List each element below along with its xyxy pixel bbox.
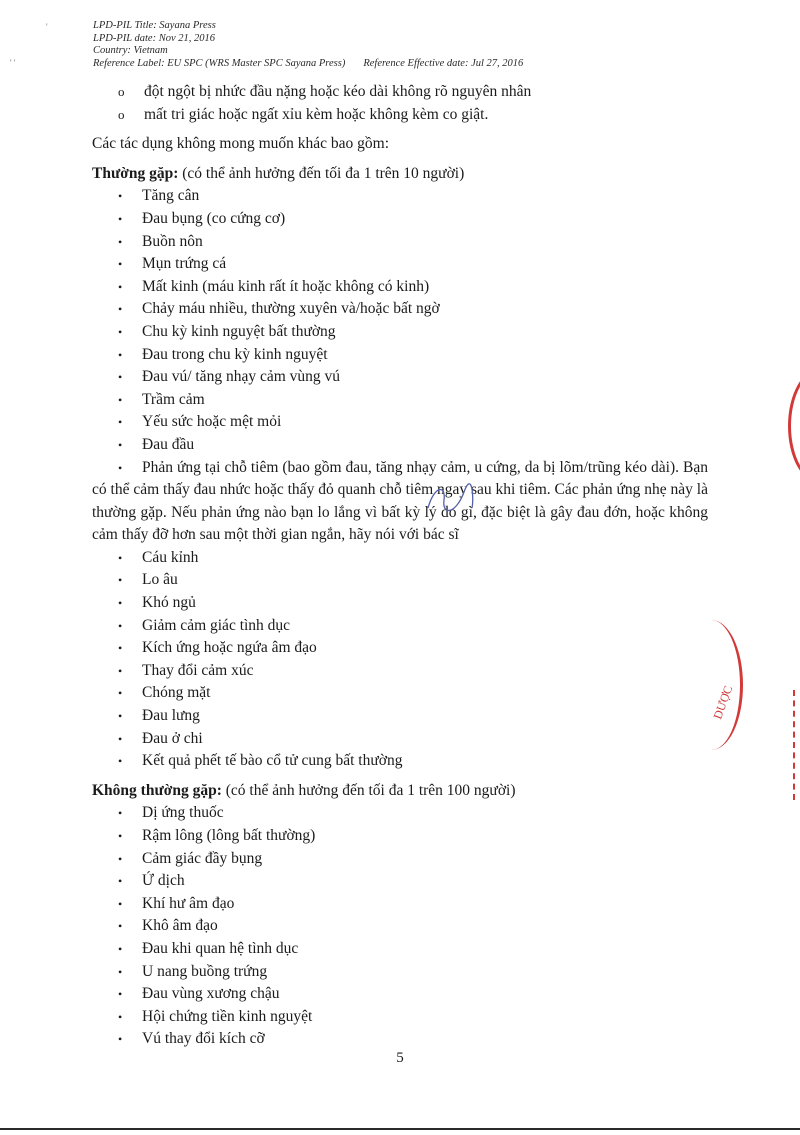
bullet-icon: • xyxy=(118,806,123,821)
list-item xyxy=(92,705,712,728)
bullet-icon: • xyxy=(118,641,123,656)
bullet-icon: • xyxy=(118,829,123,843)
list-item-text: Chu kỳ kinh nguyệt bất thường xyxy=(142,322,336,340)
injection-site-first-sentence: Phản ứng tại chỗ tiêm (bao gồm đau, tăng nhạy cảm, u cứng, da bị lõm/trũng kéo dài). xyxy=(142,458,680,476)
list-item xyxy=(92,344,712,367)
bullet-icon: • xyxy=(118,573,123,588)
signature-scribble xyxy=(420,478,480,518)
list-item xyxy=(92,893,712,916)
list-item-text: Chóng mặt xyxy=(142,684,211,702)
uncommon-heading-line xyxy=(92,780,712,803)
bullet-icon: • xyxy=(118,941,123,956)
bullet-icon: • xyxy=(118,874,123,889)
page-number: 5 xyxy=(396,1050,404,1066)
bullet-icon: • xyxy=(118,392,123,407)
list-item xyxy=(92,366,712,389)
list-item-text: Dị ứng thuốc xyxy=(142,804,224,822)
list-item xyxy=(92,1028,712,1051)
list-item-text: Cáu kỉnh xyxy=(142,548,199,566)
list-item xyxy=(92,1006,712,1029)
list-item xyxy=(92,592,712,615)
list-item xyxy=(92,276,712,299)
bullet-icon: • xyxy=(118,370,123,385)
list-item-text: Ứ dịch xyxy=(142,872,185,890)
list-item xyxy=(92,848,712,871)
list-item-text: Buồn nôn xyxy=(142,232,203,250)
list-item-text: Mụn trứng cá xyxy=(142,255,227,273)
list-item-text: Giảm cảm giác tình dục xyxy=(142,616,291,634)
circle-bullet-icon: o xyxy=(118,84,125,99)
list-item xyxy=(92,915,712,938)
list-item xyxy=(92,750,712,773)
list-item xyxy=(92,615,712,638)
header-reference-label: Reference Label: EU SPC (WRS Master SPC Sayana Press) xyxy=(93,57,346,69)
bullet-icon: • xyxy=(118,1032,123,1047)
bullet-icon: • xyxy=(118,663,123,678)
uncommon-heading: Không thường gặp: xyxy=(92,781,222,799)
list-item xyxy=(92,660,712,683)
list-item-text: Thay đổi cảm xúc xyxy=(142,661,254,679)
bullet-icon: • xyxy=(118,896,123,911)
list-item xyxy=(92,104,712,127)
list-item-text: Đau trong chu kỳ kinh nguyệt xyxy=(142,345,328,363)
list-item-text: Khó ngủ xyxy=(142,594,196,612)
list-item-text: Rậm lông (lông bất thường) xyxy=(142,827,316,844)
uncommon-frequency-note: (có thể ảnh hưởng đến tối đa 1 trên 100 người) xyxy=(221,781,516,799)
bullet-icon: • xyxy=(118,257,123,272)
scan-mark: ' xyxy=(46,22,48,32)
bullet-icon: • xyxy=(118,347,123,362)
list-item xyxy=(92,825,712,848)
bullet-icon: • xyxy=(118,596,123,611)
list-item-text: Mất kinh (máu kinh rất ít hoặc không có kinh) xyxy=(142,277,430,295)
bullet-icon: • xyxy=(118,415,123,430)
list-item-text: Vú thay đổi kích cỡ xyxy=(142,1030,265,1048)
list-item-text: Khí hư âm đạo xyxy=(142,894,235,912)
bullet-icon: • xyxy=(118,550,123,565)
list-item xyxy=(92,434,712,457)
injection-site-paragraph xyxy=(92,457,708,547)
bullet-icon: • xyxy=(118,731,123,746)
bullet-icon: • xyxy=(118,919,123,934)
list-item xyxy=(92,938,712,961)
bullet-icon: • xyxy=(118,754,123,769)
footer-rule xyxy=(0,1128,800,1130)
list-item-text: Lo âu xyxy=(142,571,178,589)
list-item-text: Trầm cảm xyxy=(142,390,205,408)
list-item xyxy=(92,961,712,984)
list-item xyxy=(92,983,712,1006)
list-item-text: Hội chứng tiền kinh nguyệt xyxy=(142,1007,313,1025)
bullet-icon: • xyxy=(118,460,123,475)
bullet-icon: • xyxy=(118,234,123,249)
list-item xyxy=(92,81,712,104)
list-item xyxy=(92,682,712,705)
list-item-text: đột ngột bị nhức đầu nặng hoặc kéo dài không rõ nguyên nhân xyxy=(144,83,532,100)
list-item xyxy=(92,411,712,434)
list-item-text: Đau đầu xyxy=(142,435,195,453)
header-reference-date: Reference Effective date: Jul 27, 2016 xyxy=(363,57,524,69)
circle-bullet-icon: o xyxy=(118,106,125,122)
bullet-icon: • xyxy=(118,964,123,979)
bullet-icon: • xyxy=(118,987,123,1002)
common-frequency-note: (có thể ảnh hưởng đến tối đa 1 trên 10 người) xyxy=(178,164,465,182)
bullet-icon: • xyxy=(118,189,123,204)
scan-mark: ' ' xyxy=(10,58,16,68)
stamp-text: DƯỢC xyxy=(710,683,736,722)
list-item xyxy=(92,870,712,893)
list-item-text: U nang buồng trứng xyxy=(142,962,268,980)
list-item-text: Đau vú/ tăng nhạy cảm vùng vú xyxy=(142,368,341,386)
list-item-text: Đau lưng xyxy=(142,707,200,725)
page-content xyxy=(92,81,712,1051)
stamp-seal xyxy=(788,368,800,484)
list-item-text: Kích ứng hoặc ngứa âm đạo xyxy=(142,639,317,657)
bullet-icon: • xyxy=(118,279,123,294)
list-item xyxy=(92,389,712,412)
list-item-text: Đau ở chi xyxy=(142,729,203,747)
bullet-icon: • xyxy=(118,302,123,317)
header-country: Country: Vietnam xyxy=(93,45,168,56)
bullet-icon: • xyxy=(118,618,123,633)
list-item-text: Yếu sức hoặc mệt mỏi xyxy=(142,413,282,431)
list-item-text: Kết quả phết tế bào cổ tử cung bất thường xyxy=(142,752,403,770)
bullet-icon: • xyxy=(118,211,123,226)
list-item xyxy=(92,547,712,570)
injection-site-advice: Bạn có thể cảm thấy đau nhức hoặc thấy đỏ quanh chỗ tiêm ngay sau khi tiêm. Các phản ứng nhẹ này là thường gặp. Nếu phản ứng nào bạn lo lắng vì bất kỳ lý do gì, đặc biệt là gây đau đớn, hoặc không cảm thấy đỡ hơn sau một thời gian ngắn, hãy nói với bác sĩ xyxy=(92,458,708,544)
bullet-icon: • xyxy=(118,437,123,452)
list-item-text: mất tri giác hoặc ngất xỉu kèm hoặc không kèm co giật. xyxy=(144,105,489,123)
header-title: LPD-PIL Title: Sayana Press xyxy=(93,20,216,31)
list-item xyxy=(92,298,712,321)
list-item-text: Chảy máu nhiều, thường xuyên và/hoặc bất ngờ xyxy=(142,300,440,318)
bullet-icon: • xyxy=(118,686,123,701)
list-item xyxy=(92,185,712,208)
common-heading: Thường gặp: xyxy=(92,164,179,182)
list-item xyxy=(92,569,712,592)
list-item xyxy=(92,231,712,254)
list-item-text: Đau bụng (co cứng cơ) xyxy=(142,209,286,227)
header-reference xyxy=(93,58,523,71)
intro-text: Các tác dụng không mong muốn khác bao gồm: xyxy=(92,135,390,153)
list-item xyxy=(92,802,712,825)
list-item-text: Tăng cân xyxy=(142,187,200,205)
document-header xyxy=(93,20,523,70)
bullet-icon: • xyxy=(118,709,123,724)
list-item-text: Đau vùng xương chậu xyxy=(142,985,280,1003)
list-item xyxy=(92,637,712,660)
stamp-edge xyxy=(793,690,800,800)
bullet-icon: • xyxy=(118,1009,123,1024)
list-item xyxy=(92,208,712,231)
list-item-text: Cảm giác đầy bụng xyxy=(142,849,263,867)
list-item xyxy=(92,321,712,344)
list-item-text: Đau khi quan hệ tình dục xyxy=(142,939,299,957)
list-item xyxy=(92,728,712,751)
bullet-icon: • xyxy=(118,851,123,866)
list-item xyxy=(92,253,712,276)
stamp-seal xyxy=(680,620,743,750)
list-item-text: Khô âm đạo xyxy=(142,917,218,935)
bullet-icon: • xyxy=(118,324,123,339)
common-heading-line xyxy=(92,163,712,186)
header-date: LPD-PIL date: Nov 21, 2016 xyxy=(93,32,216,44)
